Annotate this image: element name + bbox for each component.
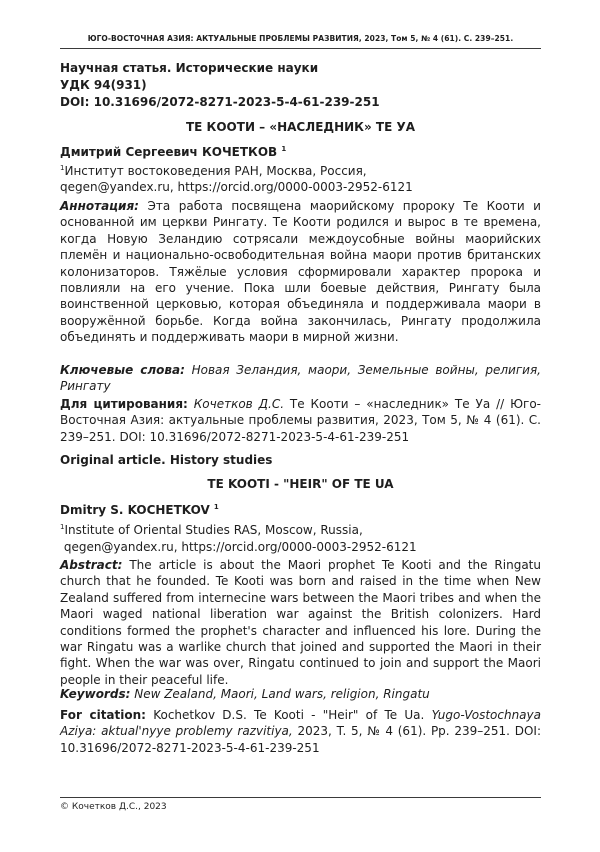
en-affiliation-line2 (60, 540, 541, 554)
ru-keywords-text: Новая Зеландия, маори, Земельные войны, религия, Рингату (60, 363, 541, 394)
en-abstract-text: The article is about the Maori prophet Te Kooti and the Ringatu church that he founded. Te Kooti was born and raised in the time when New Zealand suffered from internecine wars between the Maori tribes and when the Maori waged national liberation war against the British colonizers. Hard conditions formed the prophet's character and influenced his lore. During the war Ringatu was a warlike church that joined and supported the Maori in their fight. When the war was over, Ringatu continued to join and support the Maori people in their peaceful life. (60, 558, 541, 687)
ru-udk: УДК 94(931) (60, 78, 147, 92)
ru-title: ТЕ КООТИ – «НАСЛЕДНИК» ТЕ УА (185, 120, 416, 134)
ru-doi-text: DOI: 10.31696/2072-8271-2023-5-4-61-239-251 (60, 95, 380, 109)
ru-citation-label: Для цитирования: (60, 397, 188, 411)
ru-abstract (60, 198, 541, 346)
ru-abstract-label: Аннотация: (60, 199, 139, 213)
header-rule (60, 48, 541, 49)
ru-citation (60, 396, 541, 445)
en-keywords-label: Keywords: (60, 687, 131, 701)
ru-article-type: Научная статья. Исторические науки (60, 61, 319, 75)
ru-author-sup: 1 (281, 145, 287, 153)
ru-affiliation-text: Институт востоковедения РАН, Москва, Россия, (64, 164, 367, 178)
en-author-sup: 1 (213, 503, 219, 511)
en-title: TE KOOTI - "HEIR" OF TE UA (207, 477, 394, 491)
ru-author (60, 145, 541, 159)
en-abstract-label: Abstract: (60, 558, 123, 572)
en-affiliation-line1 (60, 523, 541, 537)
ru-author-name: Дмитрий Сергеевич КОЧЕТКОВ (60, 145, 278, 159)
article-first-page (60, 0, 541, 852)
ru-affiliation-line2: qegen@yandex.ru, https://orcid.org/0000-0003-2952-6121 (60, 180, 413, 194)
ru-affil-sup: 1 (60, 164, 65, 172)
copyright-footer: © Кочетков Д.С., 2023 (60, 802, 167, 812)
en-affiliation-contacts: qegen@yandex.ru, https://orcid.org/0000-0003-2952-6121 (63, 540, 417, 554)
ru-abstract-text: Эта работа посвящена маорийскому пророку Те Кооти и основанной им церкви Рингату. Те Кооти родился и вырос в те времена, когда Новую Зеландию сотрясали междоусобные войны маорийских племён и национально-освободительная война маори против британских колонизаторов. Тяжёлые условия сформировали характер пророка и повлияли на его учение. Пока шли боевые действия, Рингату была воинственной церковью, которая объединяла и поддерживала маори в вооружённой борьбе. Когда война закончилась, Рингату продолжила объединять и поддерживать маори в мирной жизни. (60, 199, 541, 345)
en-article-type: Original article. History studies (60, 453, 273, 467)
en-citation (60, 707, 541, 756)
en-author (60, 503, 541, 517)
ru-keywords (60, 362, 541, 395)
footer-rule (60, 797, 541, 798)
en-keywords (60, 686, 541, 702)
en-citation-text-b: 2023, T. 5, № 4 (61). Pp. 239–251. DOI: 10.31696/2072-8271-2023-5-4-61-239-251 (60, 724, 541, 755)
en-citation-text-a: Kochetkov D.S. Te Kooti - "Heir" of Te Ua. (153, 708, 425, 722)
en-affil-sup: 1 (60, 523, 65, 531)
ru-affiliation-line1 (60, 164, 541, 178)
ru-keywords-label: Ключевые слова: (60, 363, 185, 377)
en-affiliation-text: Institute of Oriental Studies RAS, Moscow, Russia, (64, 523, 363, 537)
en-abstract (60, 557, 541, 688)
en-author-name: Dmitry S. KOCHETKOV (60, 503, 210, 517)
ru-citation-author: Кочетков Д.С. (193, 397, 285, 411)
running-header: ЮГО-ВОСТОЧНАЯ АЗИЯ: АКТУАЛЬНЫЕ ПРОБЛЕМЫ РАЗВИТИЯ, 2023, Том 5, № 4 (61). С. 239–251. (87, 34, 514, 43)
en-keywords-text: New Zealand, Maori, Land wars, religion, Ringatu (134, 687, 430, 701)
ru-doi (60, 95, 541, 109)
en-citation-journal: Yugo-Vostochnaya Aziya: aktual'nyye problemy razvitiya, (60, 708, 541, 739)
en-citation-label: For citation: (60, 708, 146, 722)
ru-citation-text: Те Кооти – «наследник» Те Уа // Юго-Восточная Азия: актуальные проблемы развития, 2023, Том 5, № 4 (61). С. 239–251. DOI: 10.31696/2072-8271-2023-5-4-61-239-251 (60, 397, 541, 444)
